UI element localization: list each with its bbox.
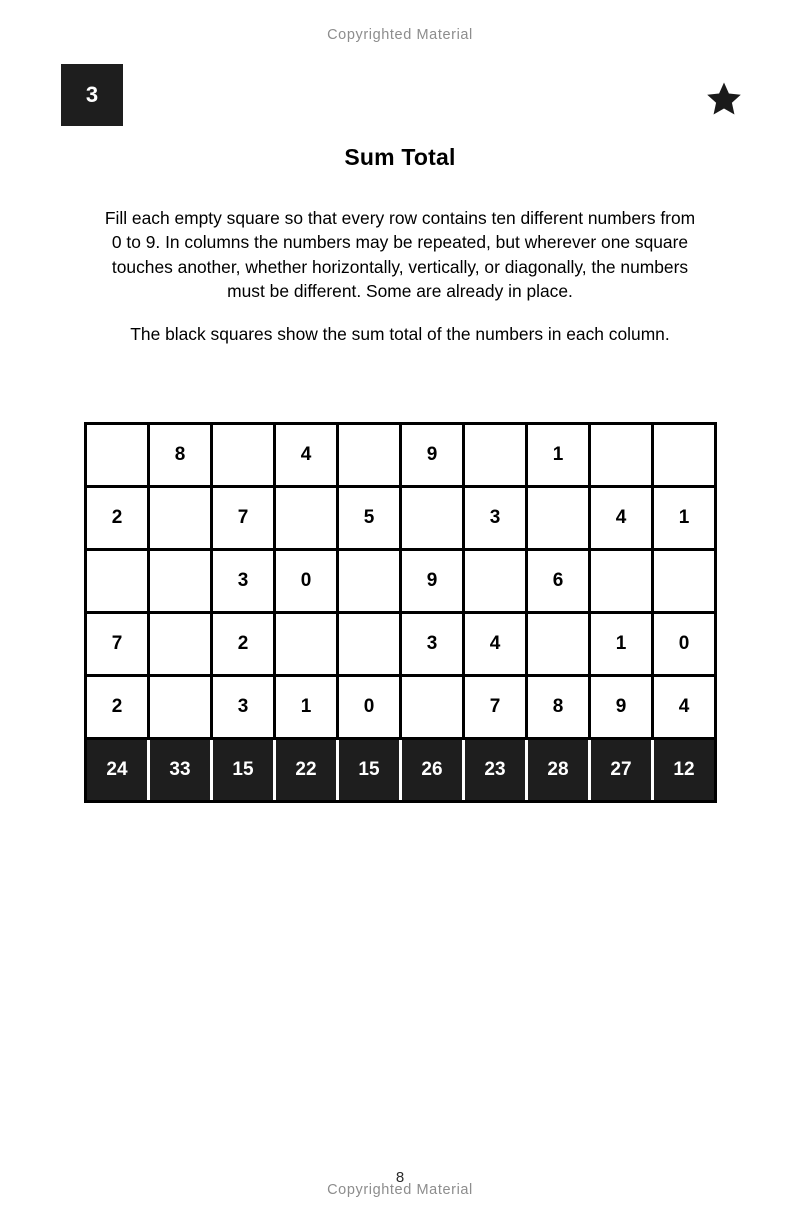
puzzle-cell-empty[interactable]: [150, 614, 213, 677]
puzzle-cell-filled[interactable]: 6: [528, 551, 591, 614]
star-icon: [705, 80, 743, 118]
puzzle-cell-empty[interactable]: [591, 425, 654, 488]
puzzle-cell-filled[interactable]: 1: [591, 614, 654, 677]
puzzle-cell-filled[interactable]: 4: [465, 614, 528, 677]
puzzle-cell-empty[interactable]: [276, 488, 339, 551]
puzzle-cell-empty[interactable]: [465, 551, 528, 614]
puzzle-cell-empty[interactable]: [402, 488, 465, 551]
puzzle-cell-filled[interactable]: 0: [339, 677, 402, 740]
puzzle-cell-empty[interactable]: [87, 551, 150, 614]
puzzle-cell-filled[interactable]: 3: [465, 488, 528, 551]
instructions: [100, 206, 700, 346]
puzzle-cell-empty[interactable]: [654, 425, 714, 488]
puzzle-cell-filled[interactable]: 1: [654, 488, 714, 551]
puzzle-number-badge: 3: [61, 64, 123, 126]
puzzle-cell-filled[interactable]: 9: [591, 677, 654, 740]
puzzle-cell-filled[interactable]: 7: [213, 488, 276, 551]
puzzle-cell-empty[interactable]: [150, 488, 213, 551]
puzzle-row: [87, 551, 714, 614]
puzzle-cell-filled[interactable]: 9: [402, 551, 465, 614]
puzzle-cell-empty[interactable]: [465, 425, 528, 488]
puzzle-cell-filled[interactable]: 3: [402, 614, 465, 677]
instructions-paragraph-1: Fill each empty square so that every row contains ten different numbers from 0 to 9. In columns the numbers may be repeated, but wherever one square touches another, whether horizontally, vertically, or diagonally, the numbers must be different. Some are already in place.: [104, 208, 696, 302]
puzzle-cell-empty[interactable]: [528, 614, 591, 677]
copyright-watermark-top: Copyrighted Material: [327, 27, 473, 43]
puzzle-cell-empty[interactable]: [528, 488, 591, 551]
column-sum-cell: 22: [276, 740, 339, 800]
page-title: Sum Total: [344, 144, 456, 170]
column-sum-cell: 15: [213, 740, 276, 800]
puzzle-cell-empty[interactable]: [591, 551, 654, 614]
puzzle-cell-filled[interactable]: 0: [276, 551, 339, 614]
puzzle-cell-filled[interactable]: 4: [276, 425, 339, 488]
column-sum-cell: 26: [402, 740, 465, 800]
puzzle-cell-empty[interactable]: [654, 551, 714, 614]
puzzle-cell-empty[interactable]: [402, 677, 465, 740]
column-sum-cell: 33: [150, 740, 213, 800]
puzzle-cell-empty[interactable]: [276, 614, 339, 677]
puzzle-cell-empty[interactable]: [213, 425, 276, 488]
puzzle-cell-filled[interactable]: 2: [213, 614, 276, 677]
column-sum-cell: 12: [654, 740, 714, 800]
puzzle-cell-filled[interactable]: 9: [402, 425, 465, 488]
puzzle-cell-empty[interactable]: [150, 677, 213, 740]
puzzle-cell-filled[interactable]: 2: [87, 677, 150, 740]
column-sum-cell: 28: [528, 740, 591, 800]
page-number: 8: [395, 1169, 405, 1186]
puzzle-row: [87, 614, 714, 677]
puzzle-cell-empty[interactable]: [87, 425, 150, 488]
puzzle-cell-empty[interactable]: [339, 614, 402, 677]
puzzle-cell-empty[interactable]: [339, 551, 402, 614]
puzzle-cell-filled[interactable]: 4: [654, 677, 714, 740]
puzzle-cell-filled[interactable]: 3: [213, 677, 276, 740]
puzzle-cell-filled[interactable]: 8: [528, 677, 591, 740]
puzzle-cell-filled[interactable]: 4: [591, 488, 654, 551]
puzzle-cell-empty[interactable]: [150, 551, 213, 614]
column-sum-cell: 15: [339, 740, 402, 800]
puzzle-row: [87, 488, 714, 551]
column-sum-cell: 27: [591, 740, 654, 800]
puzzle-cell-filled[interactable]: 1: [528, 425, 591, 488]
column-sum-row: [87, 740, 714, 800]
puzzle-cell-filled[interactable]: 3: [213, 551, 276, 614]
puzzle-grid: [84, 422, 717, 803]
puzzle-cell-filled[interactable]: 7: [87, 614, 150, 677]
puzzle-row: [87, 425, 714, 488]
puzzle-cell-filled[interactable]: 8: [150, 425, 213, 488]
puzzle-cell-filled[interactable]: 1: [276, 677, 339, 740]
puzzle-cell-filled[interactable]: 7: [465, 677, 528, 740]
puzzle-cell-filled[interactable]: 2: [87, 488, 150, 551]
puzzle-row: [87, 677, 714, 740]
puzzle-cell-filled[interactable]: 0: [654, 614, 714, 677]
instructions-paragraph-2: The black squares show the sum total of the numbers in each column.: [130, 323, 670, 344]
puzzle-cell-empty[interactable]: [339, 425, 402, 488]
column-sum-cell: 24: [87, 740, 150, 800]
copyright-watermark-bottom: Copyrighted Material: [327, 1182, 473, 1198]
column-sum-cell: 23: [465, 740, 528, 800]
puzzle-cell-filled[interactable]: 5: [339, 488, 402, 551]
